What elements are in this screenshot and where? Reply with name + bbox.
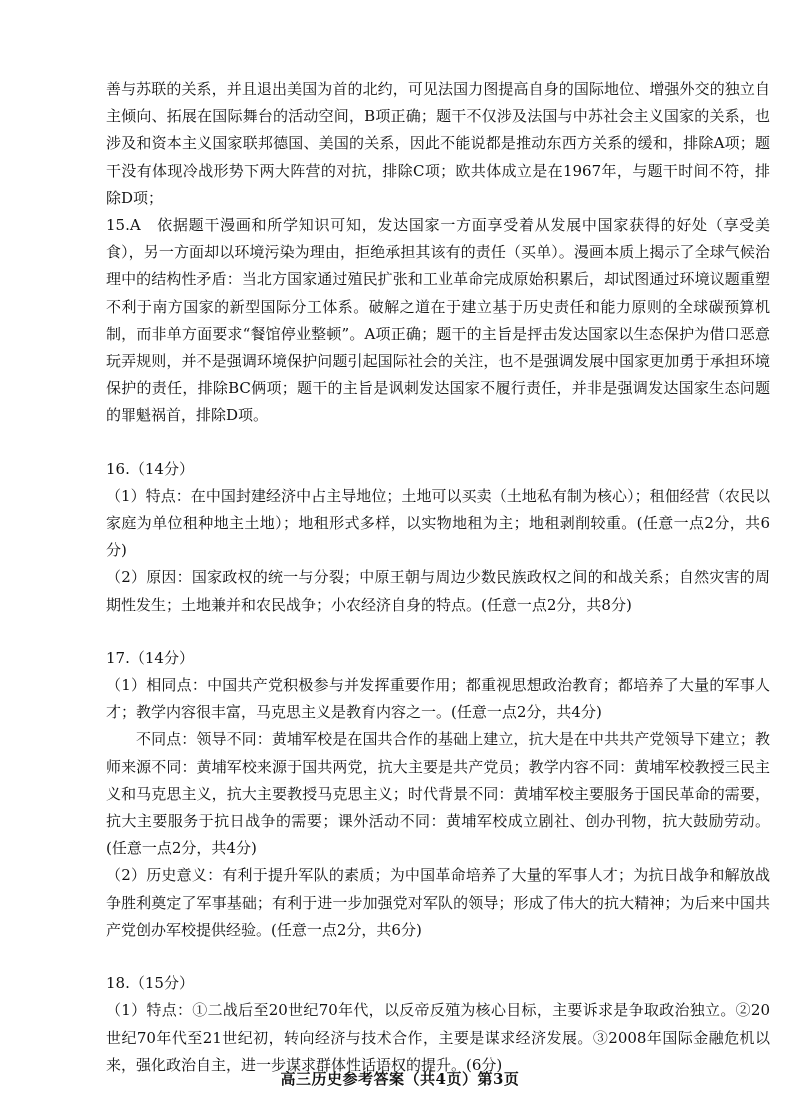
q18-header: 18.（15分）	[106, 974, 194, 993]
q16-part1: （1）特点：在中国封建经济中占主导地位；土地可以买卖（土地私有制为核心）；租佃经营（农民以家庭为单位租种地主土地）；地租形式多样，以实物地租为主；地租剥削较重。(任意一点2分，共6分)	[106, 486, 770, 560]
spacer	[106, 619, 770, 645]
answer-page-body	[106, 76, 770, 1079]
q16-part2: （2）原因：国家政权的统一与分裂；中原王朝与周边少数民族政权之间的和战关系；自然灾害的周期性发生；土地兼并和农民战争；小农经济自身的特点。(任意一点2分，共8分)	[106, 568, 770, 614]
spacer	[106, 944, 770, 970]
q17-part2: （2）历史意义：有利于提升军队的素质；为中国革命培养了大量的军事人才；为抗日战争和解放战争胜利奠定了军事基础；有利于进一步加强党对军队的领导；形成了伟大的抗大精神；为后来中国共产党创办军校提供经验。(任意一点2分，共6分)	[106, 866, 770, 939]
q16-header: 16.（14分）	[106, 459, 194, 478]
q17-header: 17.（14分）	[106, 648, 194, 667]
page-footer: 高三历史参考答案（共4页）第3页	[280, 1070, 520, 1088]
q18-part1: （1）特点：①二战后至20世纪70年代，以反帝反殖为核心目标，主要诉求是争取政治独立。②20世纪70年代至21世纪初，转向经济与技术合作，主要是谋求经济发展。③2008年国际金融危机以来，强化政治自主，进一步谋求群体性话语权的提升。(6分)	[106, 1001, 770, 1074]
q15-answer: 15.A 依据题干漫画和所学知识可知，发达国家一方面享受着从发展中国家获得的好处（享受美食），另一方面却以环境污染为理由，拒绝承担其该有的责任（买单）。漫画本质上揭示了全球气候治理中的结构性矛盾：当北方国家通过殖民扩张和工业革命完成原始积累后，却试图通过环境议题重塑不利于南方国家的新型国际分工体系。破解之道在于建立基于历史责任和能力原则的全球碳预算机制，而非单方面要求“餐馆停业整顿”。A项正确；题干的主旨是抨击发达国家以生态保护为借口恶意玩弄规则，并不是强调环境保护问题引起国际社会的关注，也不是强调发展中国家更加勇于承担环境保护的责任，排除BC俩项；题干的主旨是讽刺发达国家不履行责任，并非是强调发达国家生态问题的罪魁祸首，排除D项。	[106, 216, 770, 425]
q17-part1-differences: 不同点：领导不同：黄埔军校是在国共合作的基础上建立，抗大是在中共共产党领导下建立；教师来源不同：黄埔军校来源于国共两党，抗大主要是共产党员；教学内容不同：黄埔军校教授三民主义和马克思主义，抗大主要教授马克思主义；时代背景不同：黄埔军校主要服务于国民革命的需要，抗大主要服务于抗日战争的需要；课外活动不同：黄埔军校成立剧社、创办刊物，抗大鼓励劳动。(任意一点2分，共4分)	[106, 730, 770, 858]
q14-continuation: 善与苏联的关系，并且退出美国为首的北约，可见法国力图提高自身的国际地位、增强外交的独立自主倾向、拓展在国际舞台的活动空间，B项正确；题干不仅涉及法国与中苏社会主义国家的关系，也涉及和资本主义国家联邦德国、美国的关系，因此不能说都是推动东西方关系的缓和，排除A项；题干没有体现冷战形势下两大阵营的对抗，排除C项；欧共体成立是在1967年，与题干时间不符，排除D项；	[106, 80, 770, 207]
q17-part1-similarities: （1）相同点：中国共产党积极参与并发挥重要作用；都重视思想政治教育；都培养了大量的军事人才；教学内容很丰富，马克思主义是教育内容之一。(任意一点2分，共4分)	[106, 676, 770, 722]
spacer	[106, 430, 770, 456]
